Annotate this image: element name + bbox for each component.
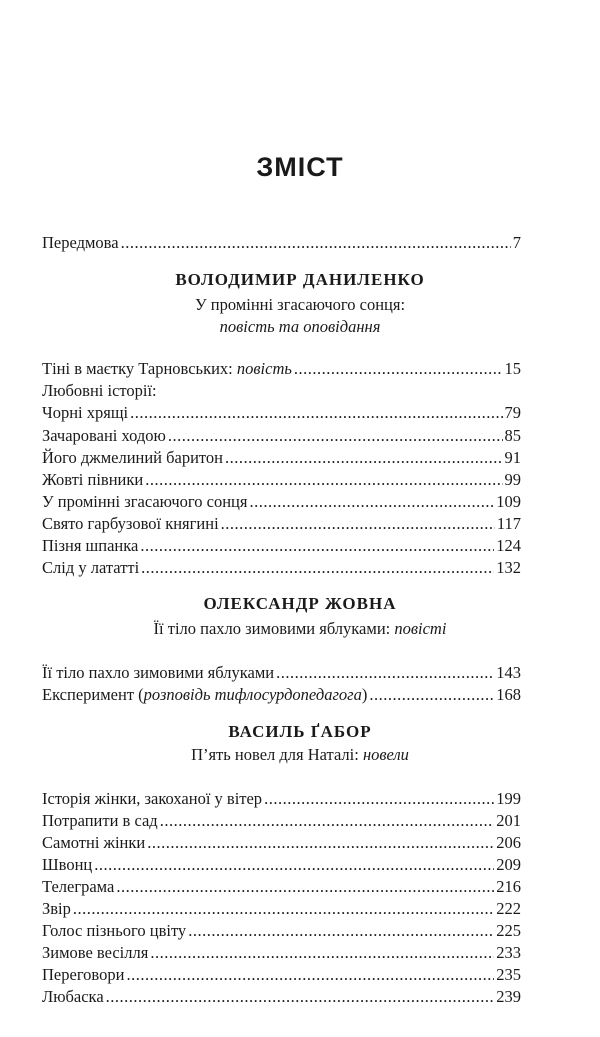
author-heading: ВОЛОДИМИР ДАНИЛЕНКО	[175, 270, 425, 289]
dot-leader	[116, 876, 494, 898]
entry-title: Зимове весілля	[42, 943, 149, 962]
page-number: 117	[496, 514, 521, 533]
group-label: Любовні історії:	[42, 381, 157, 400]
toc-entry	[42, 920, 521, 942]
dot-leader	[94, 854, 494, 876]
dot-leader	[130, 402, 502, 424]
toc-entry	[42, 513, 521, 535]
entry-title: Експеримент (розповідь тифлосурдопедагога)	[42, 685, 368, 704]
dot-leader	[188, 920, 494, 942]
toc-entry	[42, 402, 521, 424]
entry-title: Голос пізнього цвіту	[42, 921, 187, 940]
book-title: П’ять новел для Наталі: новели	[191, 745, 409, 764]
toc-entry	[42, 854, 521, 876]
entry-title: Зачаровані ходою	[42, 426, 166, 445]
author-heading: ВАСИЛЬ ҐАБОР	[228, 722, 372, 741]
dot-leader	[145, 469, 502, 491]
entry-title: У промінні згасаючого сонця	[42, 492, 248, 511]
toc-entry	[42, 986, 521, 1008]
entry-title: Тіні в маєтку Тарновських: повість	[42, 359, 292, 378]
page-number: 201	[496, 811, 521, 830]
toc-entry	[42, 535, 521, 557]
entry-title: Потрапити в сад	[42, 811, 158, 830]
dot-leader	[140, 535, 494, 557]
book-title: У промінні згасаючого сонця:	[194, 295, 406, 314]
entry-title: Передмова	[42, 233, 119, 252]
toc-entry	[42, 491, 521, 513]
page-number: 143	[496, 663, 521, 682]
page-title: ЗМІСТ	[256, 152, 344, 182]
dot-leader	[225, 447, 502, 469]
page-number: 216	[496, 877, 521, 896]
entry-title: Слід у лататті	[42, 558, 140, 577]
dot-leader	[249, 491, 494, 513]
entry-title: Звір	[42, 899, 71, 918]
page-number: 222	[496, 899, 521, 918]
book-title: Її тіло пахло зимовими яблуками: повісті	[153, 619, 447, 638]
dot-leader	[294, 358, 503, 380]
entry-title: Самотні жінки	[42, 833, 146, 852]
toc-entry	[42, 788, 521, 810]
page-number: 233	[496, 943, 521, 962]
entry-title: Свято гарбузової княгині	[42, 514, 219, 533]
entry-title: Чорні хрящі	[42, 403, 129, 422]
dot-leader	[150, 942, 494, 964]
dot-leader	[141, 557, 494, 579]
dot-leader	[121, 232, 511, 254]
dot-leader	[73, 898, 494, 920]
page-number: 109	[496, 492, 521, 511]
toc-entry-preface	[42, 232, 521, 254]
toc-entry	[42, 662, 521, 684]
entry-title: Пізня шпанка	[42, 536, 139, 555]
dot-leader	[147, 832, 494, 854]
entry-title: Її тіло пахло зимовими яблуками	[42, 663, 275, 682]
entry-title: Його джмелиний баритон	[42, 448, 224, 467]
toc-entry	[42, 898, 521, 920]
page-number: 209	[496, 855, 521, 874]
toc-entry	[42, 684, 521, 706]
entry-title: Історія жінки, закоханої у вітер	[42, 789, 263, 808]
dot-leader	[221, 513, 495, 535]
dot-leader	[264, 788, 494, 810]
toc-entry	[42, 447, 521, 469]
dot-leader	[276, 662, 494, 684]
page-number: 79	[504, 403, 521, 422]
toc-entry	[42, 469, 521, 491]
toc-entry	[42, 876, 521, 898]
toc-entry	[42, 832, 521, 854]
page-number: 206	[496, 833, 521, 852]
entry-title: Любаска	[42, 987, 104, 1006]
page-number: 85	[504, 426, 521, 445]
page-number: 225	[496, 921, 521, 940]
page-number: 99	[504, 470, 521, 489]
toc-entry	[42, 942, 521, 964]
page-number: 15	[504, 359, 521, 378]
dot-leader	[168, 425, 503, 447]
page-number: 168	[496, 685, 521, 704]
page-number: 235	[496, 965, 521, 984]
toc-entry	[42, 358, 521, 380]
toc-entry	[42, 557, 521, 579]
dot-leader	[369, 684, 494, 706]
page-number: 239	[496, 987, 521, 1006]
dot-leader	[106, 986, 495, 1008]
page-number: 124	[496, 536, 521, 555]
toc-entry	[42, 964, 521, 986]
entry-title: Швонц	[42, 855, 93, 874]
entry-title: Переговори	[42, 965, 125, 984]
entry-title: Жовті півники	[42, 470, 144, 489]
book-genre: повість та оповідання	[219, 317, 381, 336]
toc-entry	[42, 810, 521, 832]
page-number: 91	[504, 448, 521, 467]
author-heading: ОЛЕКСАНДР ЖОВНА	[203, 594, 397, 613]
page-number: 7	[512, 233, 521, 252]
toc-entry	[42, 425, 521, 447]
dot-leader	[126, 964, 494, 986]
page-number: 199	[496, 789, 521, 808]
dot-leader	[160, 810, 495, 832]
entry-title: Телеграма	[42, 877, 115, 896]
page-number: 132	[496, 558, 521, 577]
